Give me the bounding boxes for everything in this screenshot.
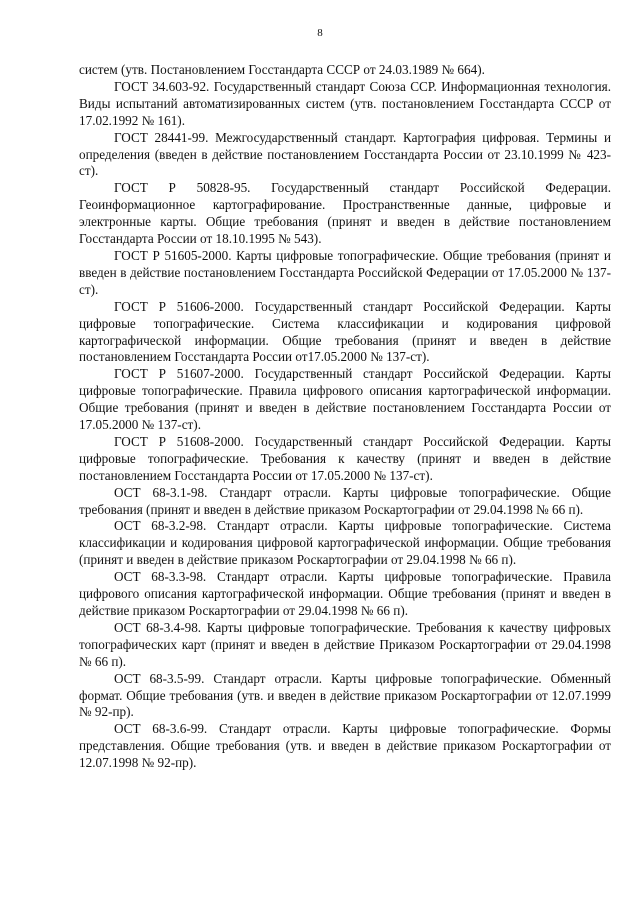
paragraph-ost-68-3-3-98: ОСТ 68-3.3-98. Стандарт отрасли. Карты цифровые топографические. Правила цифрового описания картографической информации. Общие требования (принят и введен в действие приказом Роскартографии от 29.04.1998 № 66 п). bbox=[79, 569, 611, 618]
paragraph-gost-r-51607-2000: ГОСТ Р 51607-2000. Государственный стандарт Российской Федерации. Карты цифровые топографические. Правила цифрового описания картографической информации. Общие требования (принят и введен в действие постановлением Госстандарта России от 17.05.2000 № 137-ст). bbox=[79, 366, 611, 433]
paragraph-gost-r-51605-2000: ГОСТ Р 51605-2000. Карты цифровые топографические. Общие требования (принят и введен в действие постановлением Госстандарта Российской Федерации от 17.05.2000 № 137-ст). bbox=[79, 247, 611, 297]
paragraph-gost-34-603-92: ГОСТ 34.603-92. Государственный стандарт Союза ССР. Информационная технология. Виды испытаний автоматизированных систем (утв. постановлением Госстандарта СССР от 17.02.1992 № 161). bbox=[79, 78, 611, 128]
paragraph-ost-68-3-6-99: ОСТ 68-3.6-99. Стандарт отрасли. Карты цифровые топографические. Формы представления. Общие требования (утв. и введен в действие приказом Роскартографии от 12.07.1998 № 92-пр). bbox=[79, 721, 611, 771]
document-body bbox=[79, 62, 611, 772]
paragraph-gost-28441-99: ГОСТ 28441-99. Межгосударственный стандарт. Картография цифровая. Термины и определения (введен в действие постановлением Госстандарта России от 23.10.1999 № 423-ст). bbox=[79, 129, 611, 179]
paragraph-ost-68-3-2-98: ОСТ 68-3.2-98. Стандарт отрасли. Карты цифровые топографические. Система классификации и кодирования цифровой картографической информации. Общие требования (принят и введен в действие приказом Роскартографии от 29.04.1998 № 66 п). bbox=[79, 518, 611, 568]
paragraph-ost-68-3-4-98: ОСТ 68-3.4-98. Карты цифровые топографические. Требования к качеству цифровых топографических карт (принят и введен в действие Приказом Роскартографии от 29.04.1998 № 66 п). bbox=[79, 619, 611, 669]
paragraph-gost-r-51606-2000: ГОСТ Р 51606-2000. Государственный стандарт Российской Федерации. Карты цифровые топографические. Система классификации и кодирования цифровой картографической информации. Общие требования (принят и введен в действие постановлением Госстандарта России от17.05.2000 № 137-ст). bbox=[79, 298, 611, 365]
paragraph-gost-r-51608-2000: ГОСТ Р 51608-2000. Государственный стандарт Российской Федерации. Карты цифровые топографические. Требования к качеству (принят и введен в действие постановлением Госстандарта России от 17.05.2000 № 137-ст). bbox=[79, 433, 611, 483]
paragraph-continuation: систем (утв. Постановлением Госстандарта СССР от 24.03.1989 № 664). bbox=[79, 62, 485, 77]
paragraph-gost-r-50828-95: ГОСТ Р 50828-95. Государственный стандарт Российской Федерации. Геоинформационное картографирование. Пространственные данные, цифровые и электронные карты. Общие требования (принят и введен в действие постановлением Госстандарта России от 18.10.1995 № 543). bbox=[79, 180, 611, 247]
page-number: 8 bbox=[317, 27, 323, 39]
paragraph-ost-68-3-1-98: ОСТ 68-3.1-98. Стандарт отрасли. Карты цифровые топографические. Общие требования (принят и введен в действие приказом Роскартографии от 29.04.1998 № 66 п). bbox=[79, 484, 611, 517]
paragraph-ost-68-3-5-99: ОСТ 68-3.5-99. Стандарт отрасли. Карты цифровые топографические. Обменный формат. Общие требования (утв. и введен в действие приказом Роскартографии от 12.07.1999 № 92-пр). bbox=[79, 670, 611, 720]
